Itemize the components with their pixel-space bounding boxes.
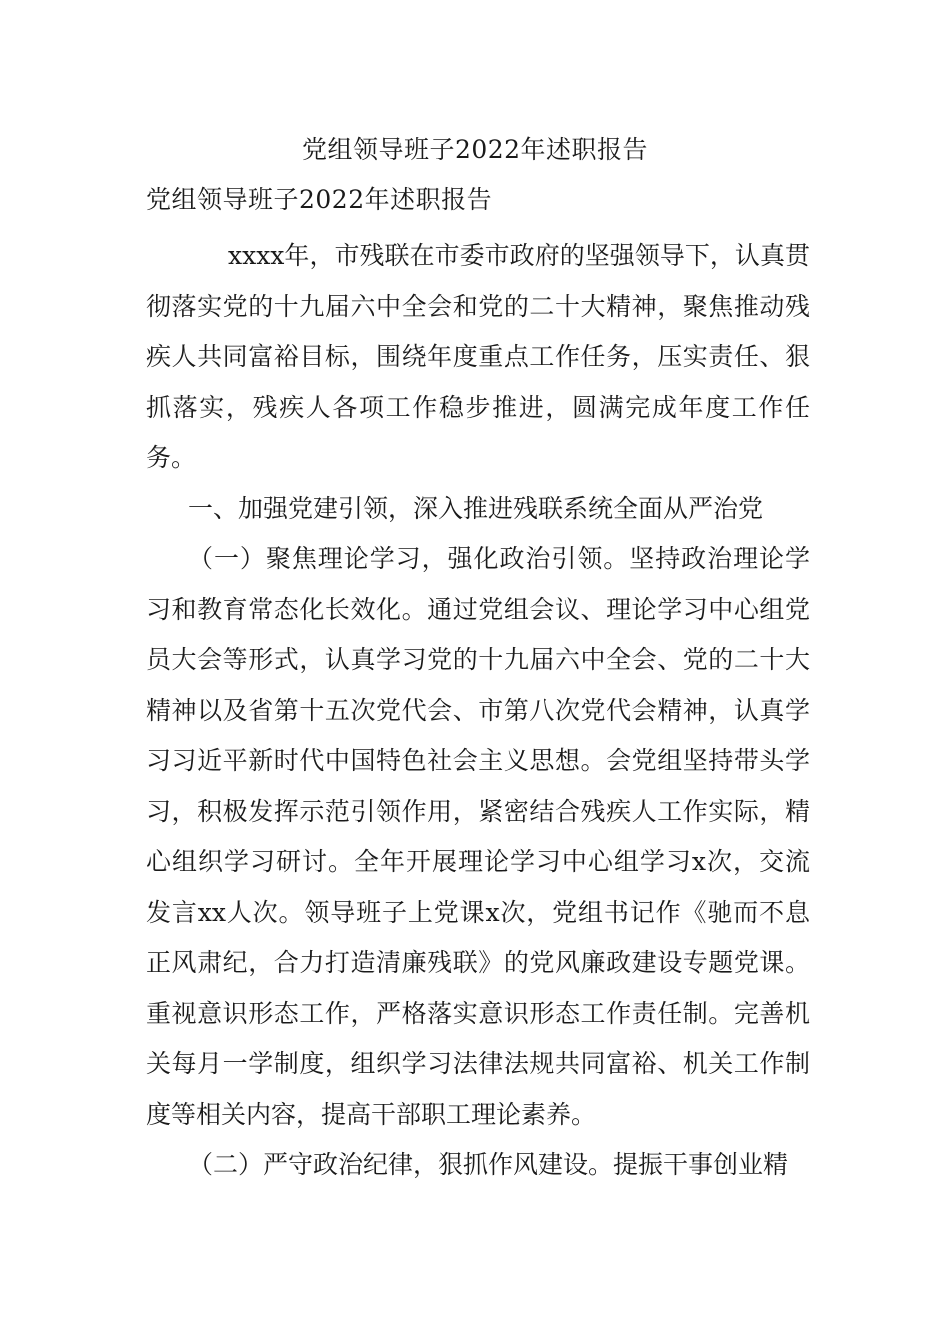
document-subtitle: 党组领导班子2022年述职报告: [146, 185, 493, 214]
document-title: 党组领导班子2022年述职报告: [301, 135, 649, 164]
paragraph-section-1-2: （二）严守政治纪律，狠抓作风建设。提振干事创业精: [188, 1150, 789, 1179]
paragraph-section-1-1: （一）聚焦理论学习，强化政治引领。坚持政治理论学习和教育常态化长效化。通过党组会议、理论学习中心组党员大会等形式，认真学习党的十九届六中全会、党的二十大精神以及省第十五次党代会、市第八次党代会精神，认真学习习近平新时代中国特色社会主义思想。会党组坚持带头学习，积极发挥示范引领作用，紧密结合残疾人工作实际，精心组织学习研讨。全年开展理论学习中心组学习x次，交流发言xx人次。领导班子上党课x次，党组书记作《驰而不息正风肃纪，合力打造清廉残联》的党风廉政建设专题党课。重视意识形态工作，严格落实意识形态工作责任制。完善机关每月一学制度，组织学习法律法规共同富裕、机关工作制度等相关内容，提高干部职工理论素养。: [146, 544, 810, 1129]
document-body: [146, 231, 810, 1191]
section-heading-1: 一、加强党建引领，深入推进残联系统全面从严治党: [188, 493, 764, 523]
paragraph-intro: xxxx年，市残联在市委市政府的坚强领导下，认真贯彻落实党的十九届六中全会和党的二十大精神，聚焦推动残疾人共同富裕目标，围绕年度重点工作任务，压实责任、狠抓落实，残疾人各项工作稳步推进，圆满完成年度工作任务。: [146, 241, 810, 472]
